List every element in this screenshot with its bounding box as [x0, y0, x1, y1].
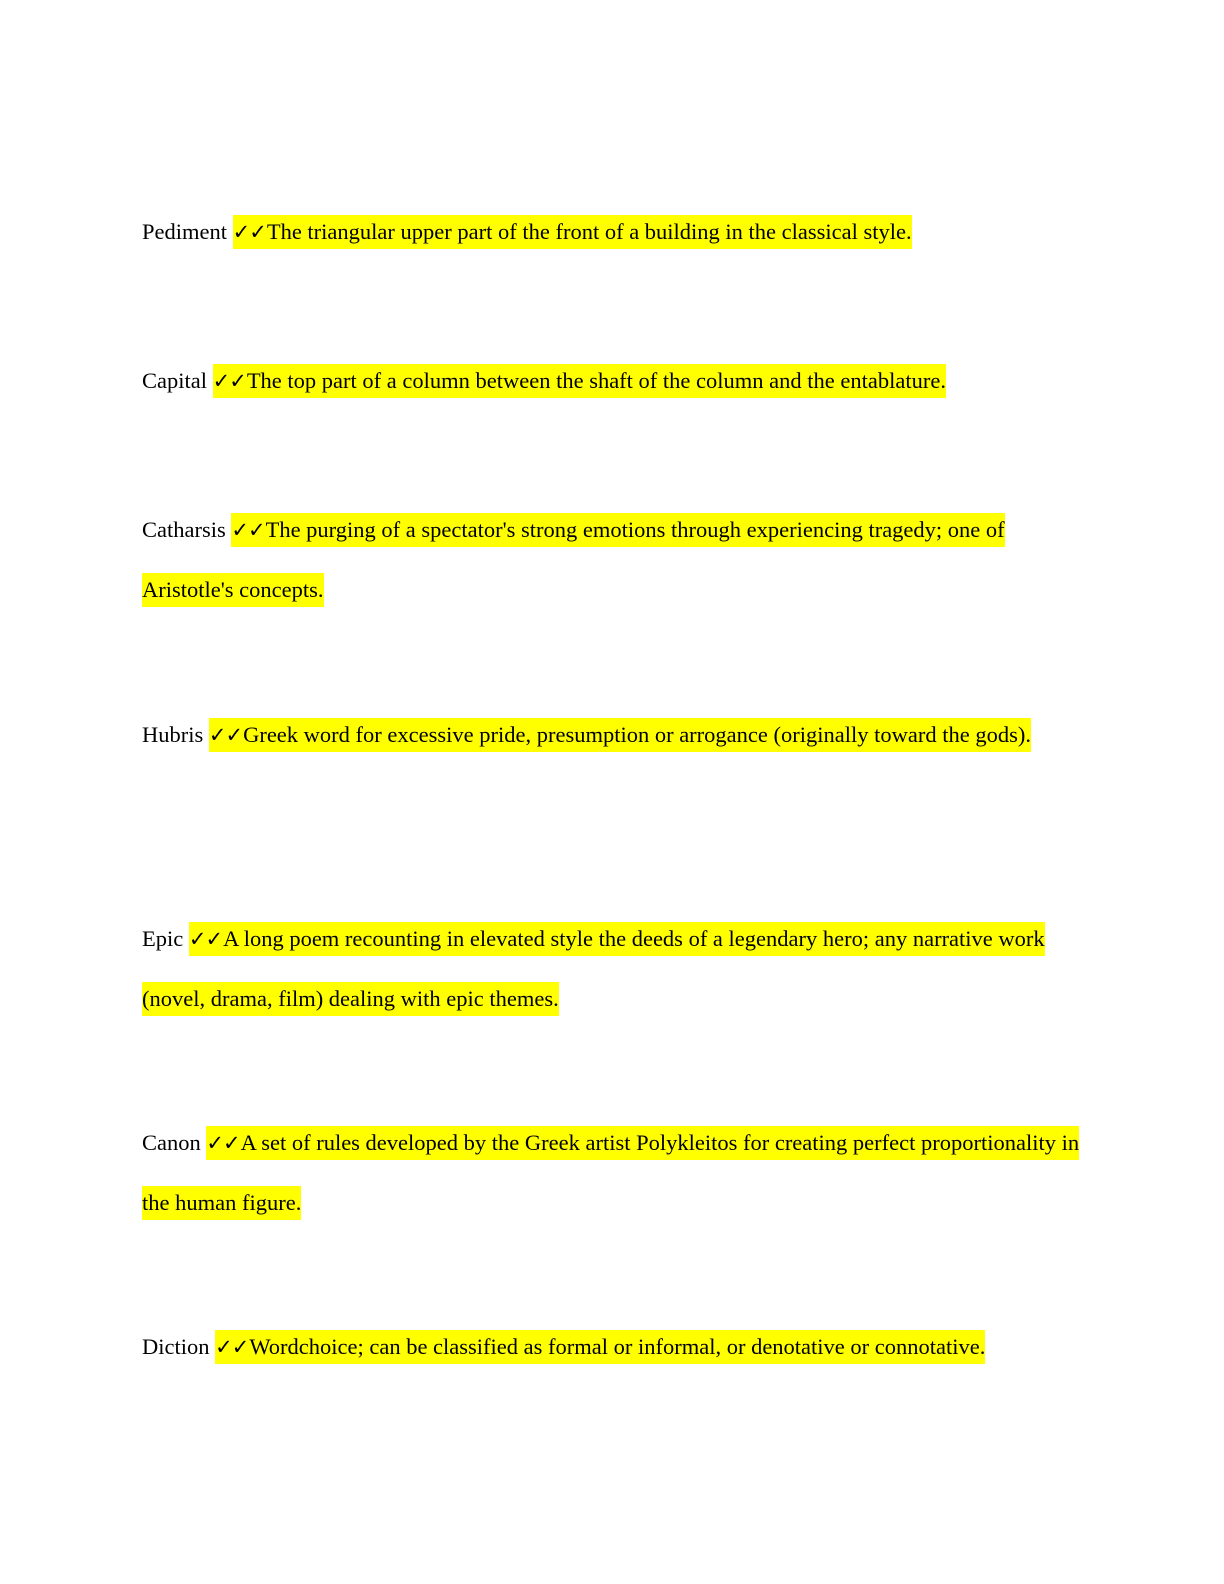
double-check-icon: ✓✓	[231, 518, 265, 542]
double-check-icon: ✓✓	[188, 927, 223, 951]
glossary-entry	[142, 909, 1082, 1028]
double-check-icon: ✓✓	[208, 723, 243, 747]
definition-text: The triangular upper part of the front of a building in the classical style.	[266, 219, 912, 244]
highlighted-definition	[209, 718, 1031, 752]
definition-text: Wordchoice; can be classified as formal or informal, or denotative or connotative.	[249, 1334, 986, 1359]
highlighted-definition	[233, 215, 912, 249]
glossary-entry	[142, 1113, 1082, 1232]
glossary-entry	[142, 202, 1082, 262]
double-check-icon: ✓✓	[206, 1131, 240, 1155]
term: Capital	[142, 368, 207, 393]
glossary-entry	[142, 705, 1082, 765]
term: Catharsis	[142, 517, 226, 542]
definition-text: A set of rules developed by the Greek artist Polykleitos for creating perfect proportionality in the human figure.	[142, 1130, 1080, 1215]
glossary-entry	[142, 500, 1082, 619]
term: Hubris	[142, 722, 204, 747]
term: Epic	[142, 926, 184, 951]
highlighted-definition	[215, 1330, 985, 1364]
highlighted-definition	[142, 513, 1005, 607]
double-check-icon: ✓✓	[212, 369, 246, 393]
term: Canon	[142, 1130, 201, 1155]
definition-text: Greek word for excessive pride, presumption or arrogance (originally toward the gods).	[243, 722, 1031, 747]
double-check-icon: ✓✓	[215, 1335, 249, 1359]
highlighted-definition	[142, 922, 1045, 1016]
term: Diction	[142, 1334, 210, 1359]
term: Pediment	[142, 219, 227, 244]
highlighted-definition	[213, 364, 946, 398]
definition-text: A long poem recounting in elevated style the deeds of a legendary hero; any narrative work (novel, drama, film) dealing with epic themes.	[142, 926, 1045, 1011]
definition-text: The purging of a spectator's strong emotions through experiencing tragedy; one of Aristotle's concepts.	[142, 517, 1005, 602]
highlighted-definition	[142, 1126, 1079, 1220]
double-check-icon: ✓✓	[232, 220, 266, 244]
glossary-entry	[142, 351, 1082, 411]
glossary-entry	[142, 1317, 1082, 1377]
definition-text: The top part of a column between the shaft of the column and the entablature.	[246, 368, 946, 393]
